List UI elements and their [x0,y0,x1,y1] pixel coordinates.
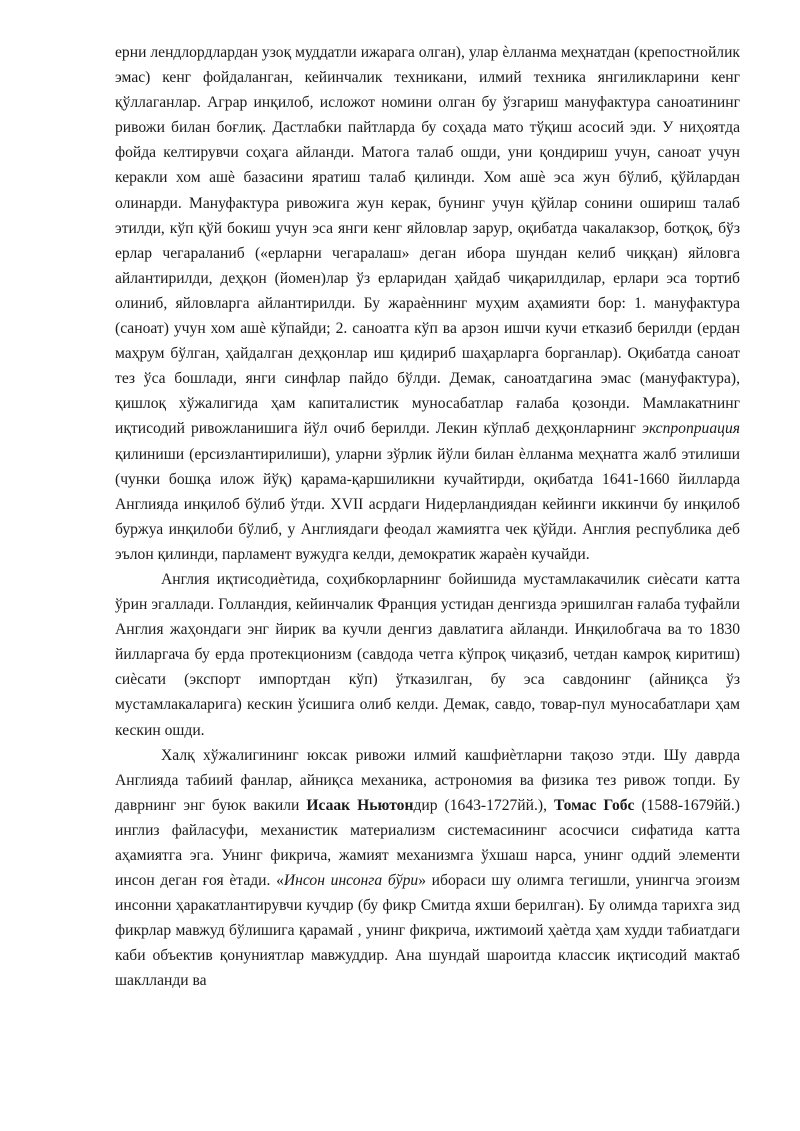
paragraph-1-text-cont: қилиниши (ерсизлантирилиши), уларни зўрлик йўли билан ѐлланма меҳнатга жалб этилиши (чунки бошқа илож йўқ) қарама-қаршиликни кучайтирди, оқибатда 1641-1660 йилларда Англияда инқилоб бўлиб ўтди. XVII асрдаги Нидерландиядан кейинги иккинчи бу инқилоб буржуа инқилоби бўлиб, у Англиядаги феодал жамиятга чек қўйди. Англия республика деб эълон қилинди, парламент вужудга келди, демократик жараѐн кучайди. [115,445,740,563]
paragraph-1 [115,40,740,567]
paragraph-1-text: ерни лендлордлардан узоқ муддатли ижарага олган), улар ѐлланма меҳнатдан (крепостнойлик эмас) кенг фойдаланган, кейинчалик техникани, илмий техника янгиликларини кенг қўллаганлар. Аграр инқилоб, исложот номини олган бу ўзгариш мануфактура саноатининг ривожи билан боғлиқ. Дастлабки пайтларда бу соҳада мато тўқиш асосий эди. У ниҳоятда фойда келтирувчи соҳага айланди. Матога талаб ошди, уни қондириш учун, саноат учун керакли хом ашѐ базасини яратиш талаб қилинди. Хом ашѐ эса жун бўлиб, қўйлардан олинарди. Мануфактура ривожига жун керак, бунинг учун қўйлар сонини ошириш талаб этилди, кўп қўй бокиш учун эса янги кенг яйловлар зарур, оқибатда чакалакзор, ботқоқ, бўз ерлар чегараланиб («ерларни чегаралаш» деган ибора шундан келиб чиққан) яйловга айлантирилди, деҳқон (йомен)лар ўз ерларидан ҳайдаб чиқарилдилар, ерлари эса тортиб олиниб, яйловларга айлантирилди. Бу жараѐннинг муҳим аҳамияти бор: 1. мануфактура (саноат) учун хом ашѐ кўпайди; 2. саноатга кўп ва арзон ишчи кучи етказиб берилди (ердан маҳрум бўлган, ҳайдалган деҳқонлар иш қидириб шаҳарларга борганлар). Оқибатда саноат тез ўса бошлади, янги синфлар пайдо бўлди. Демак, саноатдагина эмас (мануфактура), қишлоқ хўжалигида ҳам капиталистик муносабатлар ғалаба қозонди. Мамлакатнинг иқтисодий ривожланишига йўл очиб берилди. Лекин кўплаб деҳқонларнинг [115,44,740,438]
bold-name-newton: Исаак Ньютон [306,796,414,814]
italic-term-expropriation: экспроприация [642,420,740,438]
paragraph-3-text: Халқ хўжалигининг юксак ривожи илмий кашфиѐтларни тақозо этди. Шу даврда Англияда табиий фанлар, айниқса механика, астрономия ва физика тез ривож топди. Бу даврнинг энг буюк вакили [115,746,740,814]
italic-quote: Инсон инсонга бўри [283,872,419,890]
paragraph-3-text-2: дир (1643-1727йй.), [413,796,554,814]
paragraph-2 [115,567,740,743]
paragraph-3-text-3: (1588-1679йй.) инглиз файласуфи, механистик материализм системасининг асосчиси сифатида катта аҳамиятга эга. Унинг фикрича, жамият механизмга ўхшаш нарса, унинг оддий элементи инсон деган ғоя ѐтади. « [115,796,740,890]
document-page [115,40,740,994]
bold-name-hobbes: Томас Гобс [553,796,635,814]
paragraph-3-text-4: » ибораси шу олимга тегишли, унингча эгоизм инсонни ҳаракатлантирувчи кучдир (бу фикр Смитда яхши берилган). Бу олимда тарихга зид фикрлар мавжуд бўлишига қарамай , унинг фикрича, ижтимоий ҳаѐтда ҳам худди табиатдаги каби объектив қонуниятлар мавжуддир. Ана шундай шароитда классик иқтисодий мактаб шаклланди ва [115,872,741,990]
paragraph-2-text: Англия иқтисодиѐтида, соҳибкорларнинг бойишида мустамлакачилик сиѐсати катта ўрин эгаллади. Голландия, кейинчалик Франция устидан денгизда эришилган ғалаба туфайли Англия жаҳондаги энг йирик ва кучли денгиз давлатига айланди. Инқилобгача ва то 1830 йилларгача бу ерда протекционизм (савдода четга кўпроқ чиқазиб, четдан камроқ киритиш) сиѐсати (экспорт импортдан кўп) ўтказилган, бу эса савдонинг (айниқса ўз мустамлакаларига) кескин ўсишига олиб келди. Демак, савдо, товар-пул муносабатлари ҳам кескин ошди. [115,570,740,739]
paragraph-3 [115,743,740,994]
